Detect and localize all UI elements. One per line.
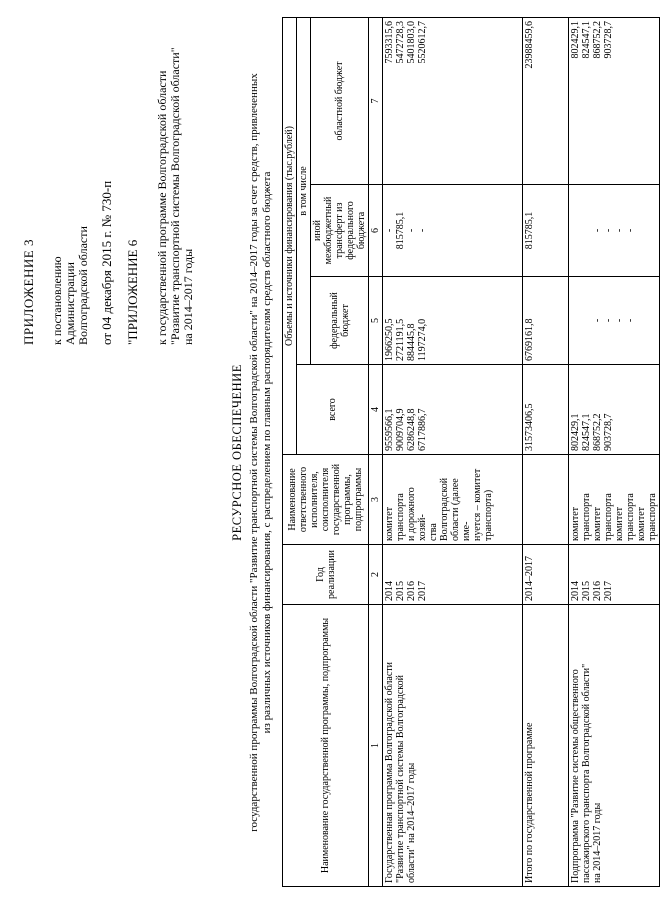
header-executor: Наименование ответственного исполнителя, соисполнителя государственной программы, подпрограммы	[283, 455, 369, 545]
header-other: иной межбюджетный трансферт из федерального бюджета	[311, 185, 369, 277]
header-year: Год реализации	[283, 545, 369, 605]
administration: Администрации	[63, 262, 77, 345]
document-title: РЕСУРСНОЕ ОБЕСПЕЧЕНИЕ	[230, 364, 244, 541]
region: Волгоградской области	[76, 226, 90, 345]
resource-table	[282, 17, 660, 887]
document-subtitle-2: из различных источников финансирования, с распределением по главным распорядителям средств областного бюджета	[261, 171, 273, 734]
program-total-sum: 31573406,5	[523, 365, 569, 455]
to-resolution: к постановлению	[50, 256, 64, 345]
document-subtitle-1: государственной программы Волгоградской области "Развитие транспортной системы Волгоградской области" на 2014–2017 годы за счет средств, привлеченных	[248, 73, 260, 832]
program-federal: 1966250,5 2721191,5 884445,8 1197274,0	[383, 277, 523, 365]
program-total-other: 815785,1	[523, 185, 569, 277]
program-years: 2014 2015 2016 2017	[383, 545, 523, 605]
program-name: Государственная программа Волгоградской области "Развитие транспортной системы Волгоградской области" на 2014–2017 годы	[383, 605, 523, 887]
header-regional: областной бюджет	[311, 17, 369, 184]
subprogram-total: 802429,1 824547,1 868752,2 903728,7	[569, 365, 660, 455]
header-volumes: Объемы и источники финансирования (тыс.рублей)	[283, 17, 297, 454]
program-other: - 815785,1 - -	[383, 185, 523, 277]
subprogram-federal: - - - -	[569, 277, 660, 365]
subprogram-years: 2014 2015 2016 2017	[569, 545, 660, 605]
appendix-title: ПРИЛОЖЕНИЕ 3	[21, 239, 36, 345]
table-row-program-total	[523, 17, 569, 886]
program-total-label: Итого по государственной программе	[523, 605, 569, 887]
header-in-that: в том числе	[297, 17, 311, 364]
subprogram-other: - - - -	[569, 185, 660, 277]
header-name: Наименование государственной программы, подпрограммы	[283, 605, 369, 887]
program-ref-2: "Развитие транспортной системы Волгоградской области"	[168, 47, 182, 345]
subprogram-regional: 802429,1 824547,1 868752,2 903728,7	[569, 17, 660, 184]
program-ref-1: к государственной программе Волгоградской области	[155, 70, 169, 345]
date-line: от 04 декабря 2015 г. № 730-п	[99, 180, 114, 345]
table-row-subprogram	[569, 17, 660, 886]
program-total-regional: 23988459,6	[523, 17, 569, 184]
program-executor: комитет транспорта и дорожного хозяй- ства Волгоградской области (далее име- нуется – комитет транспорта)	[383, 455, 523, 545]
subprogram-name: Подпрограмма "Развитие системы общественного пассажирского транспорта Волгоградской области" на 2014–2017 годы	[569, 605, 660, 887]
header-federal: федеральный бюджет	[311, 277, 369, 365]
program-total-years: 2014–2017	[523, 545, 569, 605]
appendix6-title: "ПРИЛОЖЕНИЕ 6	[125, 239, 140, 345]
program-total-federal: 6769161,8	[523, 277, 569, 365]
program-regional: 7593315,6 5472728,3 5401803,0 5520612,7	[383, 17, 523, 184]
program-total: 9559566,1 9009704,9 6286248,8 6717886,7	[383, 365, 523, 455]
column-number-row: 1 2 3 4 5 6 7	[369, 17, 383, 886]
table-row-program	[383, 17, 523, 886]
subprogram-executor: комитет транспорта комитет транспорта комитет транспорта комитет транспорта	[569, 455, 660, 545]
header-total: всего	[297, 365, 369, 455]
program-ref-3: на 2014–2017 годы	[181, 248, 195, 345]
